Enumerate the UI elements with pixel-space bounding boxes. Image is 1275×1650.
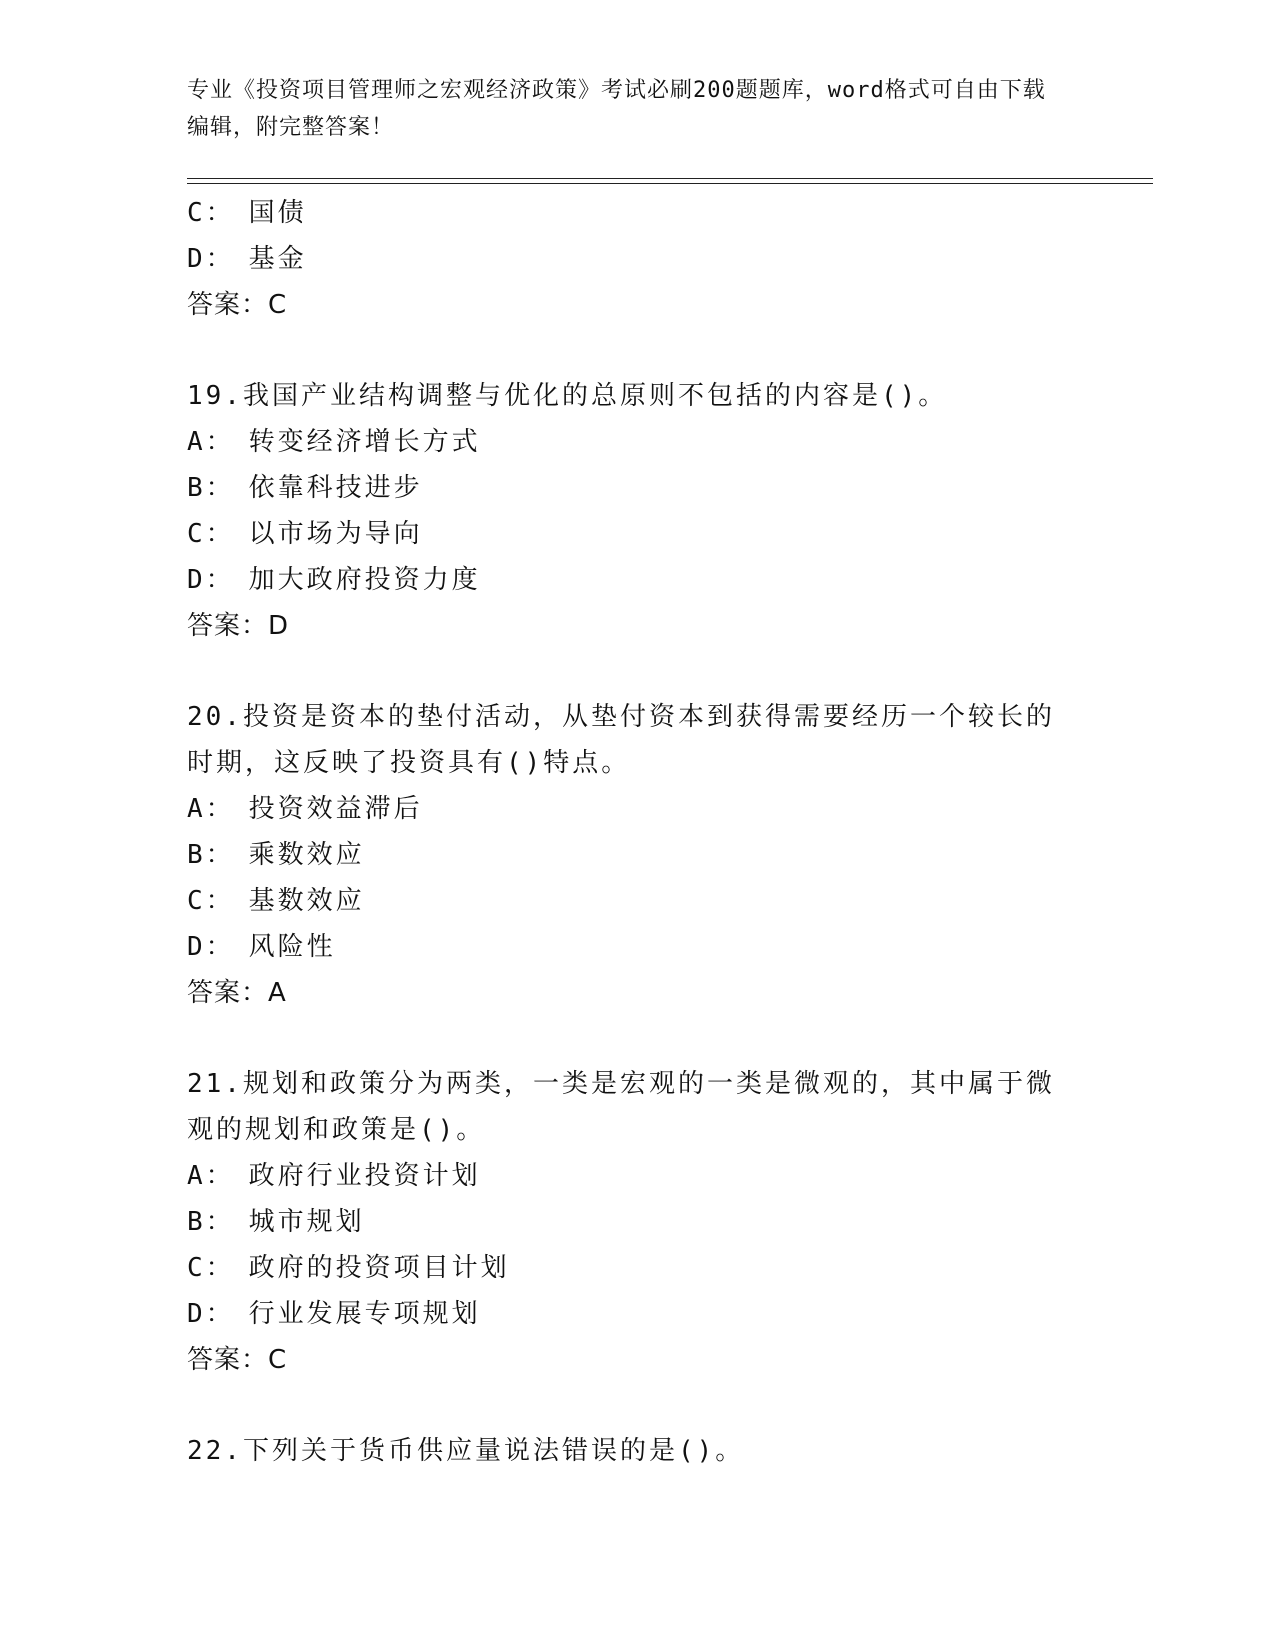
question-19 bbox=[187, 373, 1087, 649]
option-text: 城市规划 bbox=[248, 1207, 365, 1237]
option-b bbox=[187, 1199, 1087, 1245]
option-key: A： bbox=[187, 1161, 235, 1191]
option-c bbox=[187, 878, 1087, 924]
header-rule-top bbox=[187, 178, 1153, 179]
option-text: 政府的投资项目计划 bbox=[248, 1253, 510, 1283]
option-key: C： bbox=[187, 886, 235, 916]
option-key: B： bbox=[187, 840, 235, 870]
question-22 bbox=[187, 1428, 1087, 1474]
option-text: 基数效应 bbox=[248, 886, 365, 916]
option-text: 投资效益滞后 bbox=[248, 794, 423, 824]
option-text: 风险性 bbox=[248, 932, 336, 962]
option-a bbox=[187, 1153, 1087, 1199]
option-text: 乘数效应 bbox=[248, 840, 365, 870]
spacer bbox=[187, 1383, 1087, 1428]
option-text: 以市场为导向 bbox=[248, 519, 423, 549]
question-stem: 19.我国产业结构调整与优化的总原则不包括的内容是()。 bbox=[187, 381, 948, 411]
option-key: D： bbox=[187, 1299, 235, 1329]
option-d bbox=[187, 236, 1087, 282]
option-key: D： bbox=[187, 932, 235, 962]
document-header: 专业《投资项目管理师之宏观经济政策》考试必刷200题题库，word格式可自由下载编辑，附完整答案！ bbox=[187, 78, 1046, 140]
option-key: B： bbox=[187, 1207, 235, 1237]
option-key: A： bbox=[187, 794, 235, 824]
header-rule-bottom bbox=[187, 183, 1153, 184]
option-d bbox=[187, 924, 1087, 970]
question-21 bbox=[187, 1061, 1087, 1383]
option-text: 国债 bbox=[248, 198, 307, 228]
question-20 bbox=[187, 694, 1087, 1016]
option-a bbox=[187, 786, 1087, 832]
option-key: C： bbox=[187, 519, 235, 549]
option-a bbox=[187, 419, 1087, 465]
question-stem: 20.投资是资本的垫付活动，从垫付资本到获得需要经历一个较长的时期，这反映了投资具有()特点。 bbox=[187, 702, 1055, 778]
option-text: 转变经济增长方式 bbox=[248, 427, 481, 457]
option-key: B： bbox=[187, 473, 235, 503]
question-list bbox=[187, 190, 1087, 1474]
option-text: 政府行业投资计划 bbox=[248, 1161, 481, 1191]
question-stem: 21.规划和政策分为两类，一类是宏观的一类是微观的，其中属于微观的规划和政策是()。 bbox=[187, 1069, 1055, 1145]
answer-line: 答案：A bbox=[187, 978, 287, 1008]
spacer bbox=[187, 1016, 1087, 1061]
option-c bbox=[187, 1245, 1087, 1291]
option-text: 依靠科技进步 bbox=[248, 473, 423, 503]
option-d bbox=[187, 557, 1087, 603]
option-text: 加大政府投资力度 bbox=[248, 565, 481, 595]
option-d bbox=[187, 1291, 1087, 1337]
spacer bbox=[187, 649, 1087, 694]
option-key: C： bbox=[187, 198, 235, 228]
option-b bbox=[187, 832, 1087, 878]
answer-line: 答案：C bbox=[187, 290, 288, 320]
option-key: D： bbox=[187, 565, 235, 595]
option-c bbox=[187, 190, 1087, 236]
answer-line: 答案：D bbox=[187, 611, 290, 641]
option-b bbox=[187, 465, 1087, 511]
option-key: C： bbox=[187, 1253, 235, 1283]
option-text: 行业发展专项规划 bbox=[248, 1299, 481, 1329]
question-stem: 22.下列关于货币供应量说法错误的是()。 bbox=[187, 1436, 745, 1466]
question-18-continued bbox=[187, 190, 1087, 328]
option-key: D： bbox=[187, 244, 235, 274]
option-text: 基金 bbox=[248, 244, 307, 274]
answer-line: 答案：C bbox=[187, 1345, 288, 1375]
spacer bbox=[187, 328, 1087, 373]
option-c bbox=[187, 511, 1087, 557]
option-key: A： bbox=[187, 427, 235, 457]
